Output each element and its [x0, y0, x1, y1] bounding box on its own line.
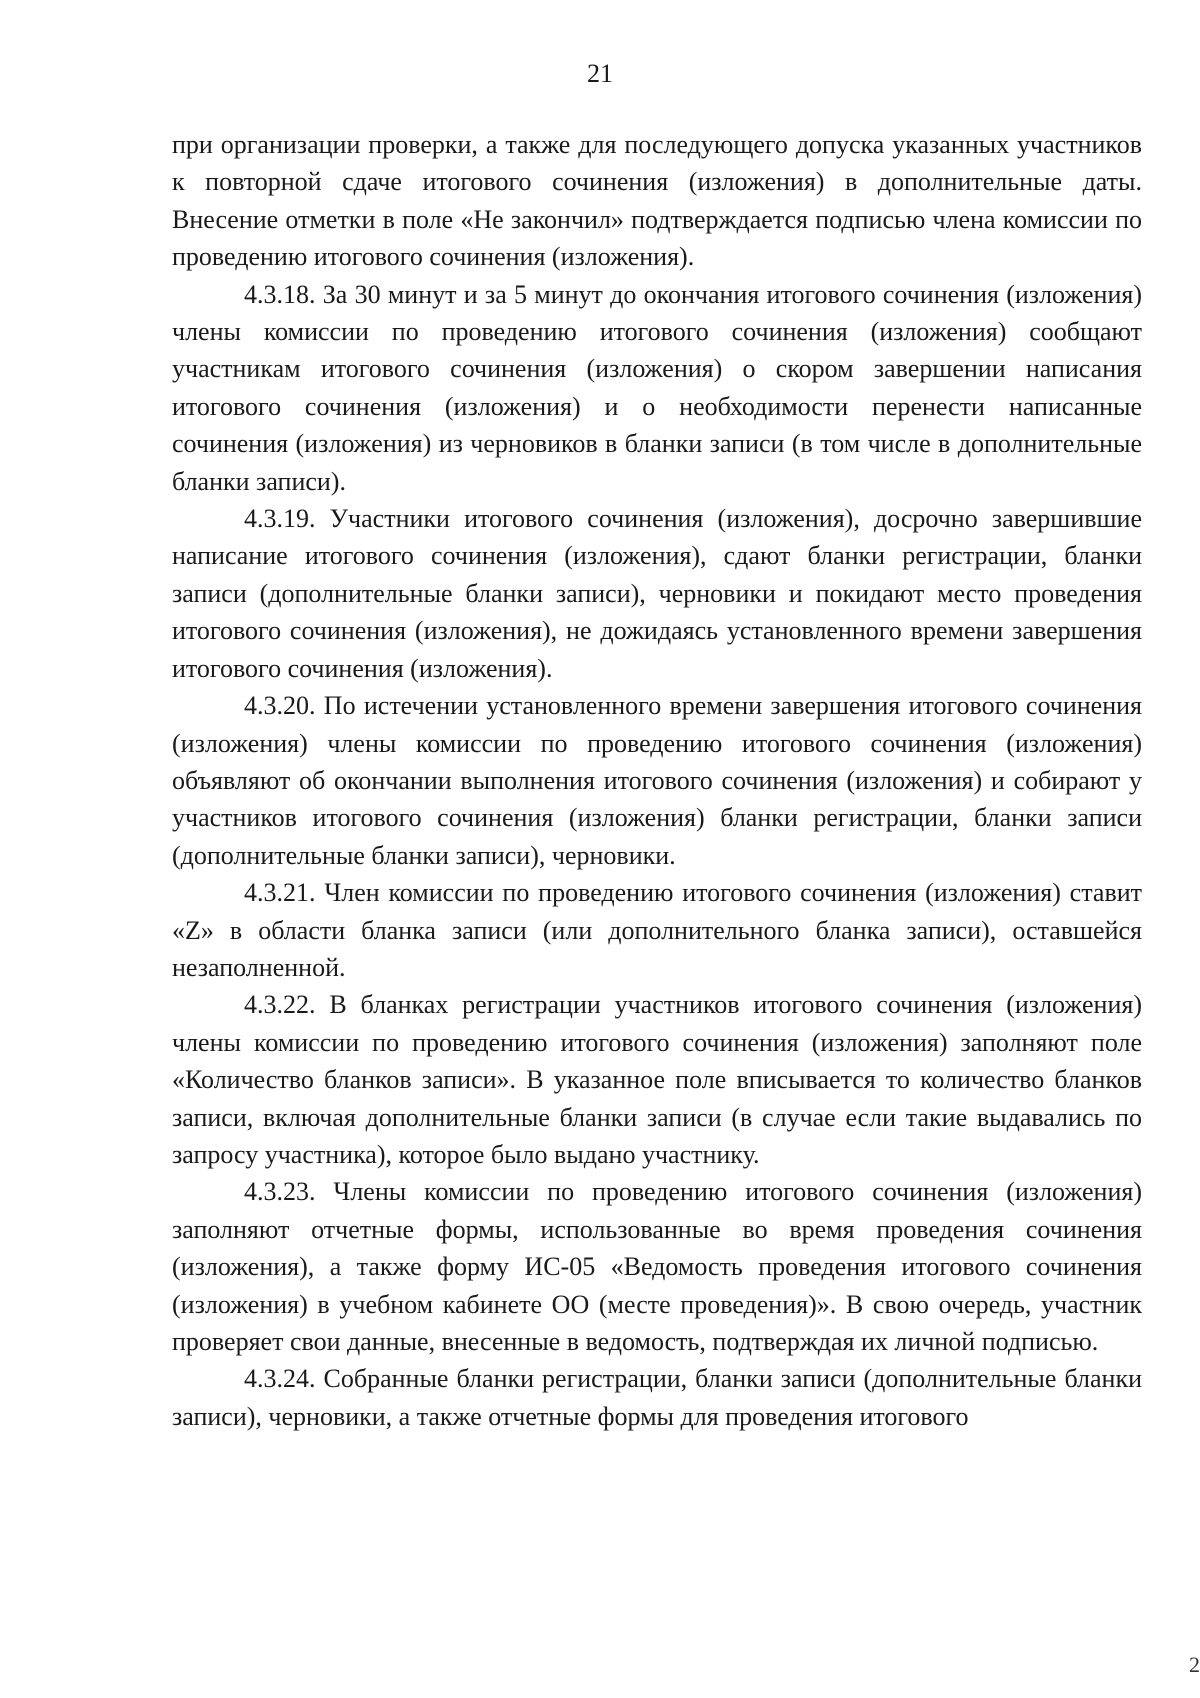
page-number: 21	[587, 59, 613, 88]
edge-page-mark: 2	[1189, 1652, 1200, 1677]
paragraph-4-3-20: 4.3.20. По истечении установленного времени завершения итогового сочинения (изложения) члены комиссии по проведению итогового сочинения (изложения) объявляют об окончании выполнения итогового сочинения (изложения) и собирают у участников итогового сочинения (изложения) бланки регистрации, бланки записи (дополнительные бланки записи), черновики.	[172, 691, 1142, 870]
paragraph-4-3-19: 4.3.19. Участники итогового сочинения (изложения), досрочно завершившие написание итогового сочинения (изложения), сдают бланки регистрации, бланки записи (дополнительные бланки записи), черновики и покидают место проведения итогового сочинения (изложения), не дожидаясь установленного времени завершения итогового сочинения (изложения).	[172, 504, 1142, 683]
paragraph-4-3-21: 4.3.21. Член комиссии по проведению итогового сочинения (изложения) ставит «Z» в области бланка записи (или дополнительного бланка записи), оставшейся незаполненной.	[172, 878, 1142, 982]
paragraph-continuation: при организации проверки, а также для последующего допуска указанных участников к повторной сдаче итогового сочинения (изложения) в дополнительные даты. Внесение отметки в поле «Не закончил» подтверждается подписью члена комиссии по проведению итогового сочинения (изложения).	[172, 130, 1142, 272]
paragraph-4-3-18: 4.3.18. За 30 минут и за 5 минут до окончания итогового сочинения (изложения) члены комиссии по проведению итогового сочинения (изложения) сообщают участникам итогового сочинения (изложения) о скором завершении написания итогового сочинения (изложения) и о необходимости перенести написанные сочинения (изложения) из черновиков в бланки записи (в том числе в дополнительные бланки записи).	[172, 279, 1142, 496]
paragraph-4-3-23: 4.3.23. Члены комиссии по проведению итогового сочинения (изложения) заполняют отчетные формы, использованные во время проведения сочинения (изложения), а также форму ИС-05 «Ведомость проведения итогового сочинения (изложения) в учебном кабинете ОО (месте проведения)». В свою очередь, участник проверяет свои данные, внесенные в ведомость, подтверждая их личной подписью.	[172, 1177, 1142, 1356]
paragraph-4-3-24: 4.3.24. Собранные бланки регистрации, бланки записи (дополнительные бланки записи), черновики, а также отчетные формы для проведения итогового	[172, 1364, 1142, 1431]
paragraph-4-3-22: 4.3.22. В бланках регистрации участников итогового сочинения (изложения) члены комиссии по проведению итогового сочинения (изложения) заполняют поле «Количество бланков записи». В указанное поле вписывается то количество бланков записи, включая дополнительные бланки записи (в случае если такие выдавались по запросу участника), которое было выдано участнику.	[172, 990, 1142, 1169]
document-body	[172, 126, 1142, 1435]
